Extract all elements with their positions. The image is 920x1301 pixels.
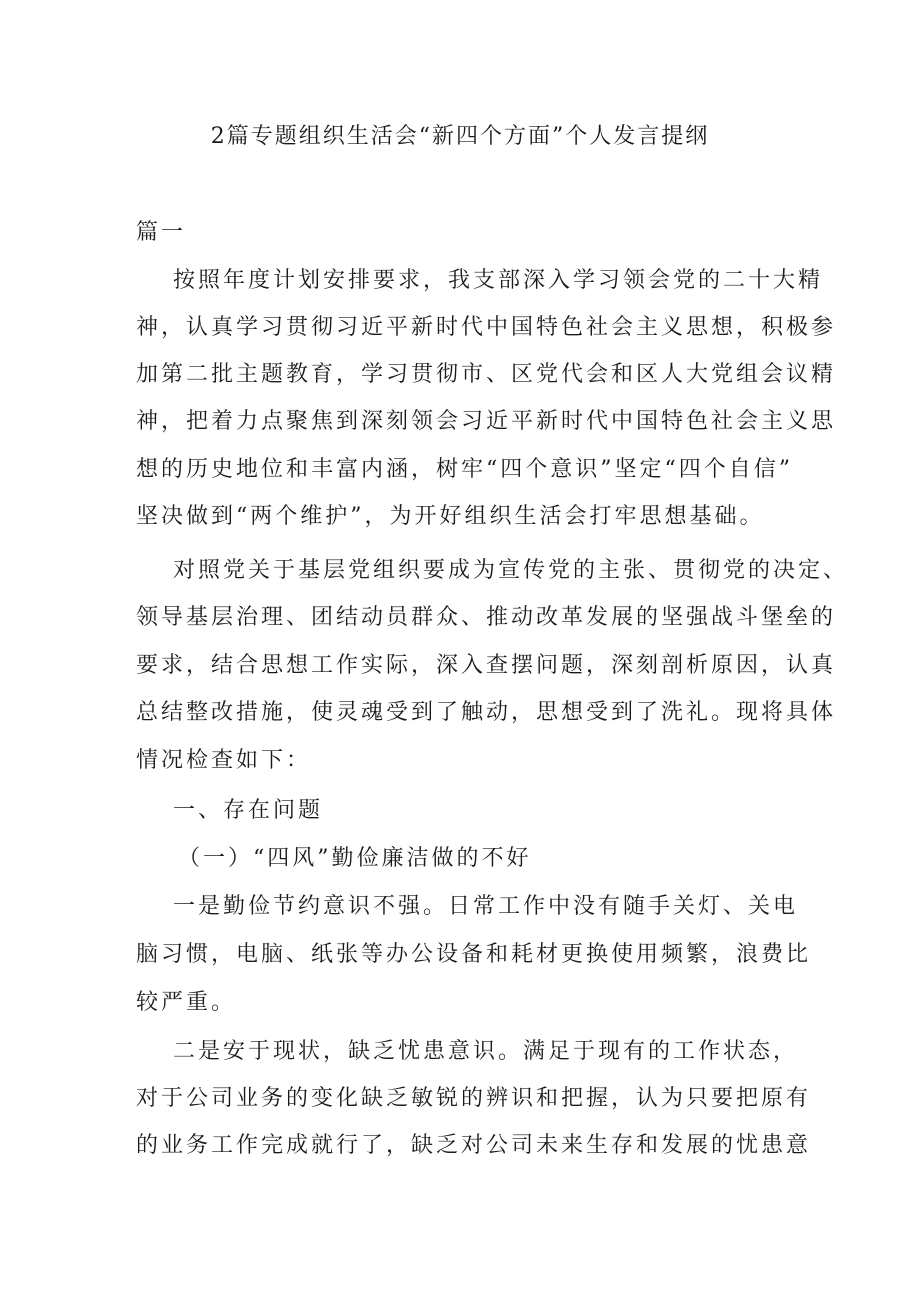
paragraph-line: 坚决做到“两个维护”，为开好组织生活会打牢思想基础。	[136, 504, 765, 529]
paragraph-line: 总结整改措施，使灵魂受到了触动，思想受到了洗礼。现将具体	[136, 700, 837, 725]
item-line: 脑习惯，电脑、纸张等办公设备和耗材更换使用频繁，浪费比	[136, 942, 812, 967]
item-line: 的业务工作完成就行了，缺乏对公司未来生存和发展的忧患意	[136, 1133, 812, 1158]
heading-1: 一、存在问题	[173, 798, 324, 823]
paragraph-line: 神，把着力点聚焦到深刻领会习近平新时代中国特色社会主义思	[136, 409, 837, 434]
item-line: 对于公司业务的变化缺乏敏锐的辨识和把握，认为只要把原有	[136, 1086, 812, 1111]
item-line: 较严重。	[136, 990, 237, 1015]
section-label: 篇一	[136, 220, 187, 245]
heading-2: （一）“四风”勤俭廉洁做的不好	[178, 846, 532, 871]
item-line: 二是安于现状，缺乏忧患意识。满足于现有的工作状态，	[173, 1039, 799, 1064]
paragraph-line: 加第二批主题教育，学习贯彻市、区党代会和区人大党组会议精	[136, 362, 837, 387]
document-title: 2篇专题组织生活会“新四个方面”个人发言提纲	[210, 124, 710, 149]
paragraph-line: 神，认真学习贯彻习近平新时代中国特色社会主义思想，积极参	[136, 315, 837, 340]
item-line: 一是勤俭节约意识不强。日常工作中没有随手关灯、关电	[173, 894, 799, 919]
paragraph-line: 想的历史地位和丰富内涵，树牢“四个意识”坚定“四个自信”	[136, 457, 793, 482]
paragraph-line: 按照年度计划安排要求，我支部深入学习领会党的二十大精	[173, 268, 824, 293]
paragraph-line: 领导基层治理、团结动员群众、推动改革发展的坚强战斗堡垒的	[136, 605, 837, 630]
paragraph-line: 要求，结合思想工作实际，深入查摆问题，深刻剖析原因，认真	[136, 653, 837, 678]
paragraph-line: 情况检查如下：	[136, 748, 312, 773]
paragraph-line: 对照党关于基层党组织要成为宣传党的主张、贯彻党的决定、	[173, 558, 849, 583]
